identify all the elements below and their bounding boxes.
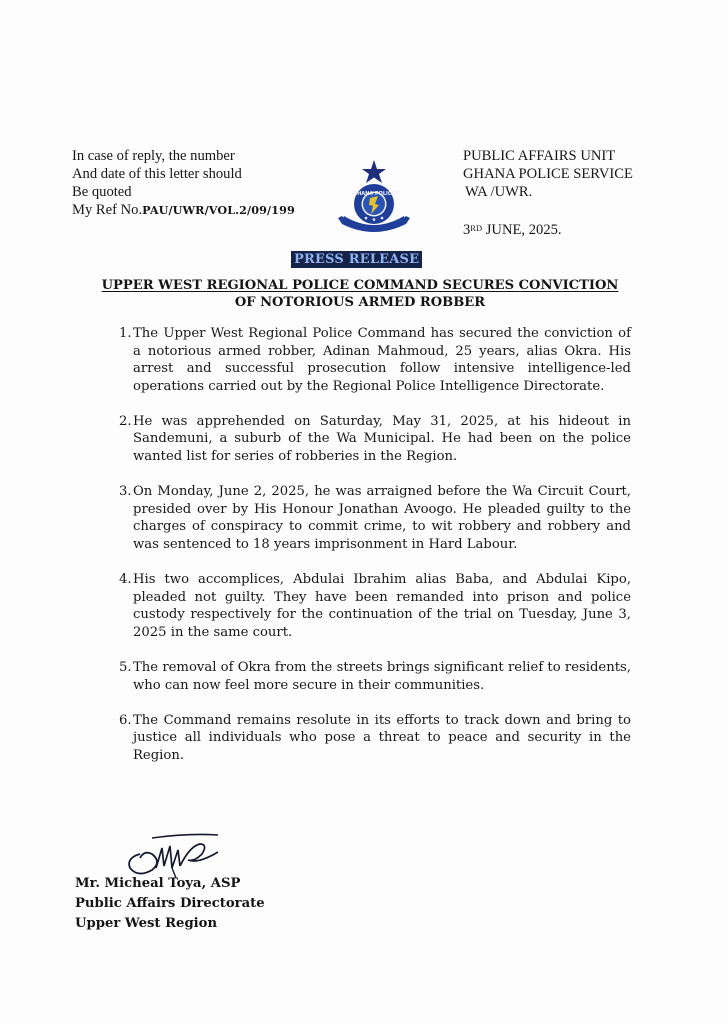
star-icon bbox=[362, 160, 386, 183]
numbered-paragraphs bbox=[121, 325, 631, 782]
signatory-office: Public Affairs Directorate bbox=[75, 896, 265, 911]
signatory-name: Mr. Micheal Toya, ASP bbox=[75, 876, 241, 891]
reply-instructions bbox=[72, 147, 295, 219]
press-release-badge: PRESS RELEASE bbox=[291, 251, 422, 268]
item-text: The removal of Okra from the streets brings significant relief to residents, who can now feel more secure in their communities. bbox=[133, 659, 631, 693]
ghana-police-emblem-icon bbox=[334, 158, 414, 238]
item-text: On Monday, June 2, 2025, he was arraigned before the Wa Circuit Court, presided over by His Honour Jonathan Avoogo. He pleaded guilty to the charges of conspiracy to commit crime, to wit robbery and robbery and was sentenced to 18 years imprisonment in Hard Labour. bbox=[133, 484, 631, 552]
address-line: PUBLIC AFFAIRS UNIT bbox=[463, 148, 616, 164]
list-item bbox=[121, 483, 631, 553]
letter-date bbox=[463, 219, 633, 239]
list-item bbox=[121, 571, 631, 641]
reply-line: And date of this letter should bbox=[72, 166, 242, 182]
address-block bbox=[463, 147, 633, 239]
signatory-region: Upper West Region bbox=[75, 916, 218, 931]
item-number: 4. bbox=[119, 572, 132, 588]
list-item bbox=[121, 325, 631, 395]
signatory-block bbox=[75, 874, 265, 934]
headline-line-2: OF NOTORIOUS ARMED ROBBER bbox=[234, 295, 486, 310]
item-text: The Command remains resolute in its efforts to track down and bring to justice all individuals who pose a threat to peace and security in the Region. bbox=[133, 712, 631, 763]
ref-code: PAU/UWR/VOL.2/09/199 bbox=[142, 203, 295, 217]
item-number: 2. bbox=[119, 413, 132, 429]
list-item bbox=[121, 712, 631, 765]
item-text: He was apprehended on Saturday, May 31, 2025, at his hideout in Sandemuni, a suburb of the Wa Municipal. He had been on the police wanted list for series of robberies in the Region. bbox=[133, 413, 631, 465]
date-day: 3 bbox=[463, 222, 471, 238]
emblem-text: GHANA POLICE bbox=[353, 191, 395, 197]
address-line: WA /UWR. bbox=[465, 184, 533, 200]
date-rest: JUNE, 2025. bbox=[482, 222, 562, 238]
headline bbox=[60, 277, 660, 311]
item-number: 3. bbox=[119, 484, 132, 500]
reference-number bbox=[72, 201, 295, 219]
list-item bbox=[121, 659, 631, 694]
item-number: 6. bbox=[119, 712, 132, 728]
item-number: 1. bbox=[119, 326, 132, 341]
headline-line-1: UPPER WEST REGIONAL POLICE COMMAND SECURES CONVICTION bbox=[101, 278, 619, 293]
list-item bbox=[121, 413, 631, 466]
item-text: The Upper West Regional Police Command has secured the conviction of a notorious armed robber, Adinan Mahmoud, 25 years, alias Okra. His arrest and successful prosecution follow intensive intelligence-led operations carried out by the Regional Police Intelligence Directorate. bbox=[133, 326, 631, 394]
address-line: GHANA POLICE SERVICE bbox=[463, 166, 633, 182]
ref-label: My Ref No. bbox=[72, 202, 143, 218]
item-text: His two accomplices, Abdulai Ibrahim alias Baba, and Abdulai Kipo, pleaded not guilty. They have been remanded into prison and police custody respectively for the continuation of the trial on Tuesday, June 3, 2025 in the same court. bbox=[133, 572, 631, 640]
date-suffix: RD bbox=[470, 223, 483, 233]
reply-line: In case of reply, the number bbox=[72, 148, 235, 164]
reply-line: Be quoted bbox=[72, 184, 132, 200]
item-number: 5. bbox=[119, 659, 132, 675]
